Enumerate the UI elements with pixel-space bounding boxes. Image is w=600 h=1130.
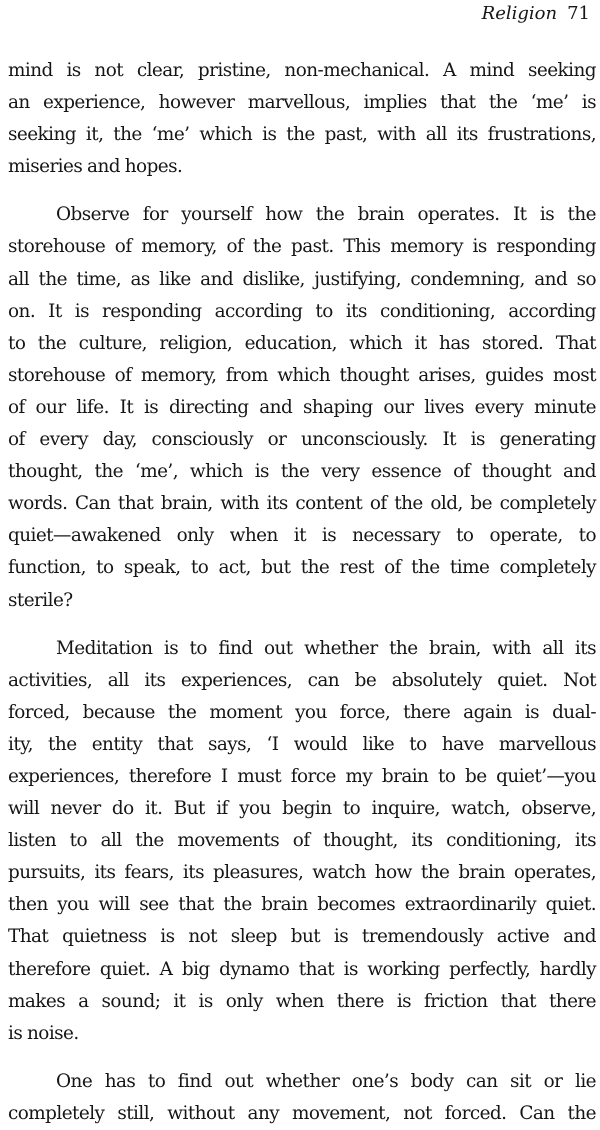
text-line: forced, because the moment you force, there again is dual- bbox=[8, 701, 596, 723]
text-line: seeking it, the ‘me’ which is the past, with all its frustrations, bbox=[8, 124, 596, 146]
text-line: makes a sound; it is only when there is friction that there bbox=[8, 990, 596, 1012]
text-line: activities, all its experiences, can be absolutely quiet. Not bbox=[8, 669, 596, 691]
text-line: is noise. bbox=[8, 1022, 79, 1044]
text-line: completely still, without any movement, not forced. Can the bbox=[8, 1102, 596, 1124]
text-line: on. It is responding according to its conditioning, according bbox=[8, 300, 596, 322]
text-line: sterile? bbox=[8, 589, 73, 611]
text-line: That quietness is not sleep but is tremendously active and bbox=[8, 926, 596, 948]
text-line: experiences, therefore I must force my brain to be quiet’—you bbox=[8, 765, 596, 787]
text-line: words. Can that brain, with its content of the old, be completely bbox=[8, 493, 596, 515]
paragraph-4 bbox=[8, 1066, 596, 1130]
text-line: then you will see that the brain becomes extraordinarily quiet. bbox=[8, 894, 596, 916]
section-title: Religion bbox=[481, 3, 558, 24]
text-line: of our life. It is directing and shaping our lives every minute bbox=[8, 396, 596, 418]
text-line: storehouse of memory, of the past. This memory is responding bbox=[8, 236, 596, 258]
paragraph-3 bbox=[8, 633, 596, 1050]
text-line: an experience, however marvellous, implies that the ‘me’ is bbox=[8, 92, 596, 114]
paragraph-2 bbox=[8, 199, 596, 616]
text-line: pursuits, its fears, its pleasures, watch how the brain operates, bbox=[8, 862, 596, 884]
text-line: Observe for yourself how the brain operates. It is the bbox=[56, 204, 596, 226]
text-line: to the culture, religion, education, which it has stored. That bbox=[8, 332, 596, 354]
running-head bbox=[482, 2, 590, 26]
body-text bbox=[8, 55, 596, 1130]
text-line: ity, the entity that says, ‘I would like to have marvellous bbox=[8, 733, 596, 755]
text-line: of every day, consciously or unconsciously. It is generating bbox=[8, 429, 596, 451]
text-line: function, to speak, to act, but the rest of the time completely bbox=[8, 557, 596, 579]
page-number: 71 bbox=[567, 3, 590, 24]
text-line: mind is not clear, pristine, non-mechanical. A mind seeking bbox=[8, 60, 596, 81]
text-line: thought, the ‘me’, which is the very essence of thought and bbox=[8, 461, 596, 483]
text-line: will never do it. But if you begin to inquire, watch, observe, bbox=[8, 798, 596, 820]
text-line: quiet—awakened only when it is necessary to operate, to bbox=[8, 525, 596, 547]
text-line: miseries and hopes. bbox=[8, 156, 183, 178]
text-line: storehouse of memory, from which thought arises, guides most bbox=[8, 364, 596, 386]
text-line: all the time, as like and dislike, justifying, condemning, and so bbox=[8, 268, 596, 290]
text-line: Meditation is to find out whether the brain, with all its bbox=[56, 637, 596, 659]
paragraph-1 bbox=[8, 55, 596, 183]
text-line: One has to find out whether one’s body can sit or lie bbox=[56, 1070, 596, 1092]
text-line: therefore quiet. A big dynamo that is working perfectly, hardly bbox=[8, 958, 596, 980]
text-line: listen to all the movements of thought, its conditioning, its bbox=[8, 830, 596, 852]
